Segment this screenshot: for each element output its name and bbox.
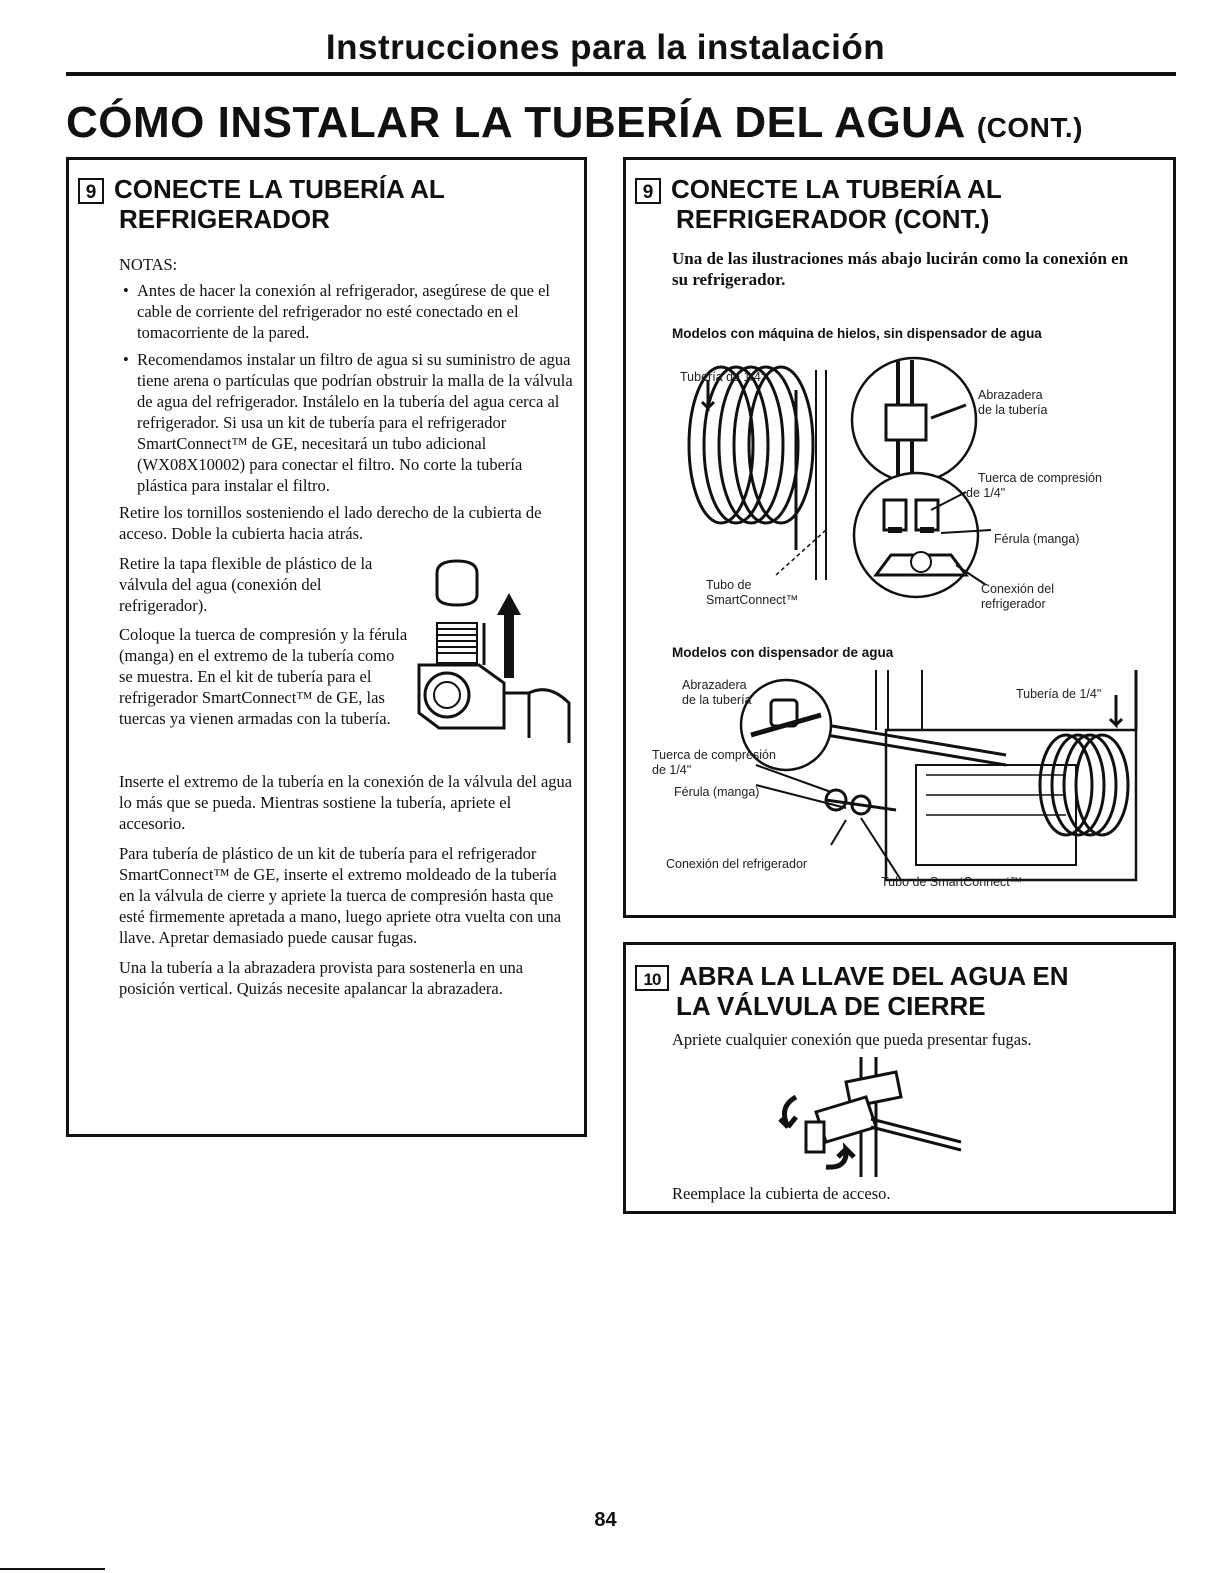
page-number: 84 [594,1509,617,1531]
step-number-badge: 9 [635,178,661,204]
running-header: Instrucciones para la instalación [325,28,886,67]
left-title-line2: REFRIGERADOR [119,204,330,234]
step10-footer: Reemplace la cubierta de acceso. [672,1184,891,1203]
step10-text: Apriete cualquier conexión que pueda presentar fugas. [672,1030,1032,1049]
fig2-label-nut-1: Tuerca de compresión [652,748,776,762]
notes-label: NOTAS: [119,255,178,274]
step-number-badge: 9 [78,178,104,204]
fig1-label-clamp-1: Abrazadera [978,388,1043,402]
fig1-label-clamp-2: de la tubería [978,403,1048,417]
page-title-main: CÓMO INSTALAR LA TUBERÍA DEL AGUA [66,98,977,147]
paragraph: Retire los tornillos sosteniendo el lado derecho de la cubierta de acceso. Doble la cubierta hacia atrás. [119,503,542,543]
notes-list [119,280,574,496]
page-title-cont: (CONT.) [976,112,1083,143]
fig1-label-conn-2: refrigerador [981,597,1046,611]
figure1-caption: Modelos con máquina de hielos, sin dispensador de agua [672,326,1042,341]
scan-mark [0,1568,105,1570]
note-item: • Recomendamos instalar un filtro de agua si su suministro de agua tiene arena o partículas que podrían obstruir la malla de la válvula de agua del refrigerador. Instálelo en la tubería del agua cerca al refrigerador. Si usa un kit de tubería para el refrigerador SmartConnect™ de GE, necesitará un tubo adicional (WX08X10002) para conectar el filtro. No corte la tubería plástica para instalar el filtro. [137,349,574,496]
fig1-label-tube-2: SmartConnect™ [706,593,799,607]
fig1-label-nut-1: Tuerca de compresión [978,471,1102,485]
right-title-line1: CONECTE LA TUBERÍA AL [671,174,1002,204]
paragraph: Retire la tapa flexible de plástico de la válvula del agua (conexión del refrigerador). [119,554,373,615]
valve-step-block [119,553,574,763]
fig1-label-conn-1: Conexión del [981,582,1054,596]
left-section-body [119,254,574,1008]
right-section-box [623,157,1176,918]
fig2-label-tubing: Tubería de 1/4" [1016,687,1102,701]
right-intro: Una de las ilustraciones más abajo lucirán como la conexión en su refrigerador. [672,249,1129,289]
paragraph: Para tubería de plástico de un kit de tubería para el refrigerador SmartConnect™ de GE, inserte el extremo moldeado de la tubería en la válvula de cierre y apriete la tuerca de compresión hasta que esté firmemente apretada a mano, luego apriete otra vuelta con una llave. Apretar demasiado puede causar fugas. [119,844,562,947]
left-section-box [66,157,587,1137]
step10-title-line1: ABRA LA LLAVE DEL AGUA EN [679,961,1069,991]
fig1-label-ferrule: Férula (manga) [994,532,1080,546]
paragraph: Inserte el extremo de la tubería en la conexión de la válvula del agua lo más que se pueda. Mientras sostiene la tubería, apriete el accesorio. [119,772,573,833]
fig2-label-clamp-2: de la tubería [682,693,752,707]
fig2-label-clamp-1: Abrazadera [682,678,747,692]
step-number-badge: 10 [635,965,669,991]
paragraph: Una la tubería a la abrazadera provista para sostenerla en una posición vertical. Quizás necesite apalancar la abrazadera. [119,958,524,998]
fig2-label-nut-2: de 1/4" [652,763,692,777]
fig1-label-tube-1: Tubo de [706,578,752,592]
step10-box [623,942,1176,1214]
fig1-label-tubing: Tubería de 1/4" [680,370,766,384]
left-title-line1: CONECTE LA TUBERÍA AL [114,174,445,204]
header-rule [66,72,1176,76]
fig2-label-conn: Conexión del refrigerador [666,857,808,871]
shutoff-valve-illustration [776,1057,976,1177]
note-item: • Antes de hacer la conexión al refrigerador, asegúrese de que el cable de corriente del refrigerador no esté conectado en el tomacorriente de la pared. [137,280,574,343]
step10-title [635,961,1170,1021]
page-title [66,98,1083,148]
paragraph: Coloque la tuerca de compresión y la férula (manga) en el extremo de la tubería como se muestra. En el kit de tubería para el refrigerador SmartConnect™ de GE, las tuercas ya vienen armadas con la tubería. [119,625,408,728]
right-section-title [635,174,1165,234]
step10-title-line2: LA VÁLVULA DE CIERRE [676,991,986,1021]
water-valve-illustration [409,553,579,753]
figure2-caption: Modelos con dispensador de agua [672,645,894,660]
right-title-line2: REFRIGERADOR (CONT.) [676,204,990,234]
fig1-label-nut-2: de 1/4" [966,486,1006,500]
fig2-label-ferrule: Férula (manga) [674,785,760,799]
left-section-title [78,174,578,234]
fig2-label-tube: Tubo de SmartConnect™ [881,875,1023,889]
